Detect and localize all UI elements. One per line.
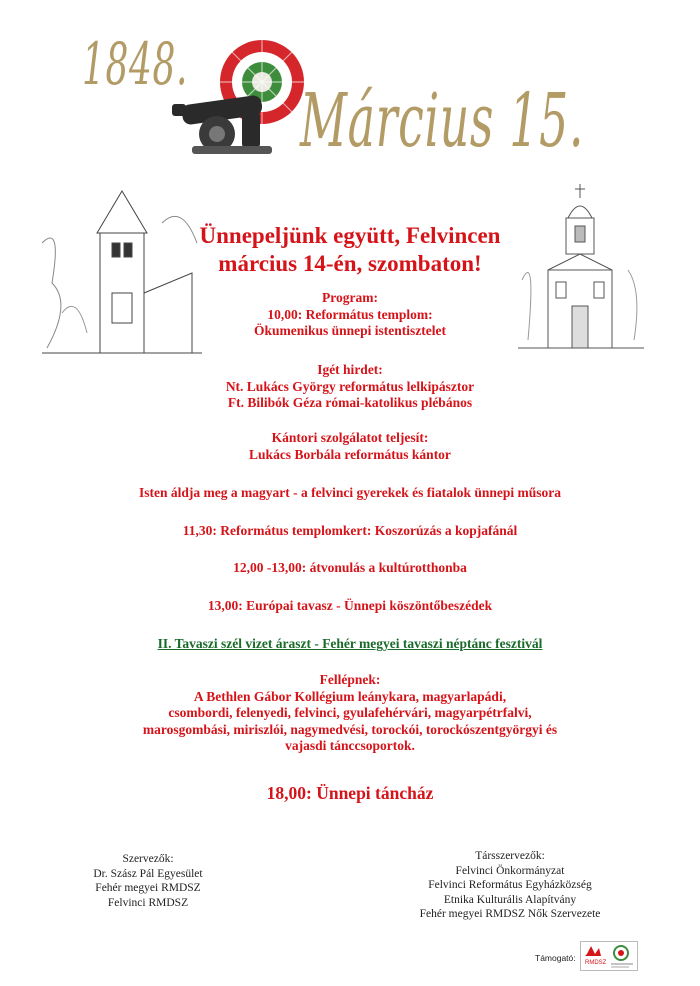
- co-organizer-item: Felvinci Református Egyházközség: [428, 879, 592, 891]
- program-block-1: [0, 290, 700, 340]
- headline-line1: Ünnepeljünk együtt, Felvincen: [199, 223, 501, 248]
- organizer-item: Fehér megyei RMDSZ: [95, 882, 201, 894]
- program-block-cantor: [0, 430, 700, 463]
- organizer-item: Felvinci RMDSZ: [107, 896, 189, 909]
- co-organizer-item: Etnika Kulturális Alapítvány: [443, 893, 577, 906]
- program-1300: 13,00: Európai tavasz - Ünnepi köszöntőbeszédek: [207, 598, 493, 613]
- performers-line: vajasdi tánccsoportok.: [285, 738, 415, 753]
- program-title: Program:: [322, 290, 378, 305]
- header-year: 1848.: [82, 30, 189, 98]
- program-item1-time: 10,00: Református templom:: [267, 306, 433, 322]
- program-1200: 12,00 -13,00: átvonulás a kultúrotthonba: [233, 560, 467, 575]
- organizers-title: Szervezők:: [122, 853, 174, 865]
- program-1130: 11,30: Református templomkert: Koszorúzás a kopjafánál: [182, 523, 518, 538]
- co-organizers-title: Társszervezők:: [475, 850, 545, 862]
- rmdsz-logo: [580, 941, 638, 971]
- headline: [0, 222, 700, 278]
- preach-title: Igét hirdet:: [317, 362, 383, 377]
- performers-line: marosgombási, miriszlói, nagymedvési, torockói, torockószentgyörgyi és: [142, 721, 558, 737]
- festival-row: [0, 635, 700, 653]
- rmdsz-logo-text: RMDSZ: [585, 960, 607, 966]
- performers-line: A Bethlen Gábor Kollégium leánykara, magyarlapádi,: [193, 688, 507, 704]
- co-organizer-item: Felvinci Önkormányzat: [455, 864, 565, 877]
- preacher-2: Ft. Bilibók Géza római-katolikus plébános: [227, 395, 473, 410]
- headline-line2: március 14-én, szombaton!: [218, 251, 482, 276]
- header-date: Március 15.: [300, 78, 585, 164]
- supporter-label: Támogató:: [535, 953, 576, 963]
- performers-line: csombordi, felenyedi, felvinci, gyulafehérvári, magyarpétrfalvi,: [168, 705, 532, 720]
- organizer-item: Dr. Szász Pál Egyesület: [93, 867, 203, 880]
- cannon-icon: [172, 95, 272, 154]
- organizers: [68, 852, 228, 910]
- rmdsz-logo-icon: [581, 942, 637, 970]
- performers-block: [0, 672, 700, 755]
- co-organizer-item: Fehér megyei RMDSZ Nők Szervezete: [419, 908, 601, 920]
- tanchaz: 18,00: Ünnepi táncház: [266, 783, 434, 803]
- cantor-name: Lukács Borbála református kántor: [249, 446, 451, 462]
- co-organizers: [398, 849, 622, 922]
- preacher-1: Nt. Lukács György református lelkipásztor: [225, 378, 475, 394]
- program-item1-desc: Ökumenikus ünnepi istentisztelet: [253, 323, 447, 338]
- festival-link[interactable]: II. Tavaszi szél vizet áraszt - Fehér megyei tavaszi néptánc fesztivál: [157, 636, 543, 651]
- program-block-preach: [0, 362, 700, 412]
- cockade-cannon-illustration: [172, 30, 332, 160]
- performers-title: Fellépnek:: [319, 672, 381, 687]
- program-children: Isten áldja meg a magyart - a felvinci gyerekek és fiatalok ünnepi műsora: [139, 485, 561, 500]
- cantor-title: Kántori szolgálatot teljesít:: [271, 430, 429, 445]
